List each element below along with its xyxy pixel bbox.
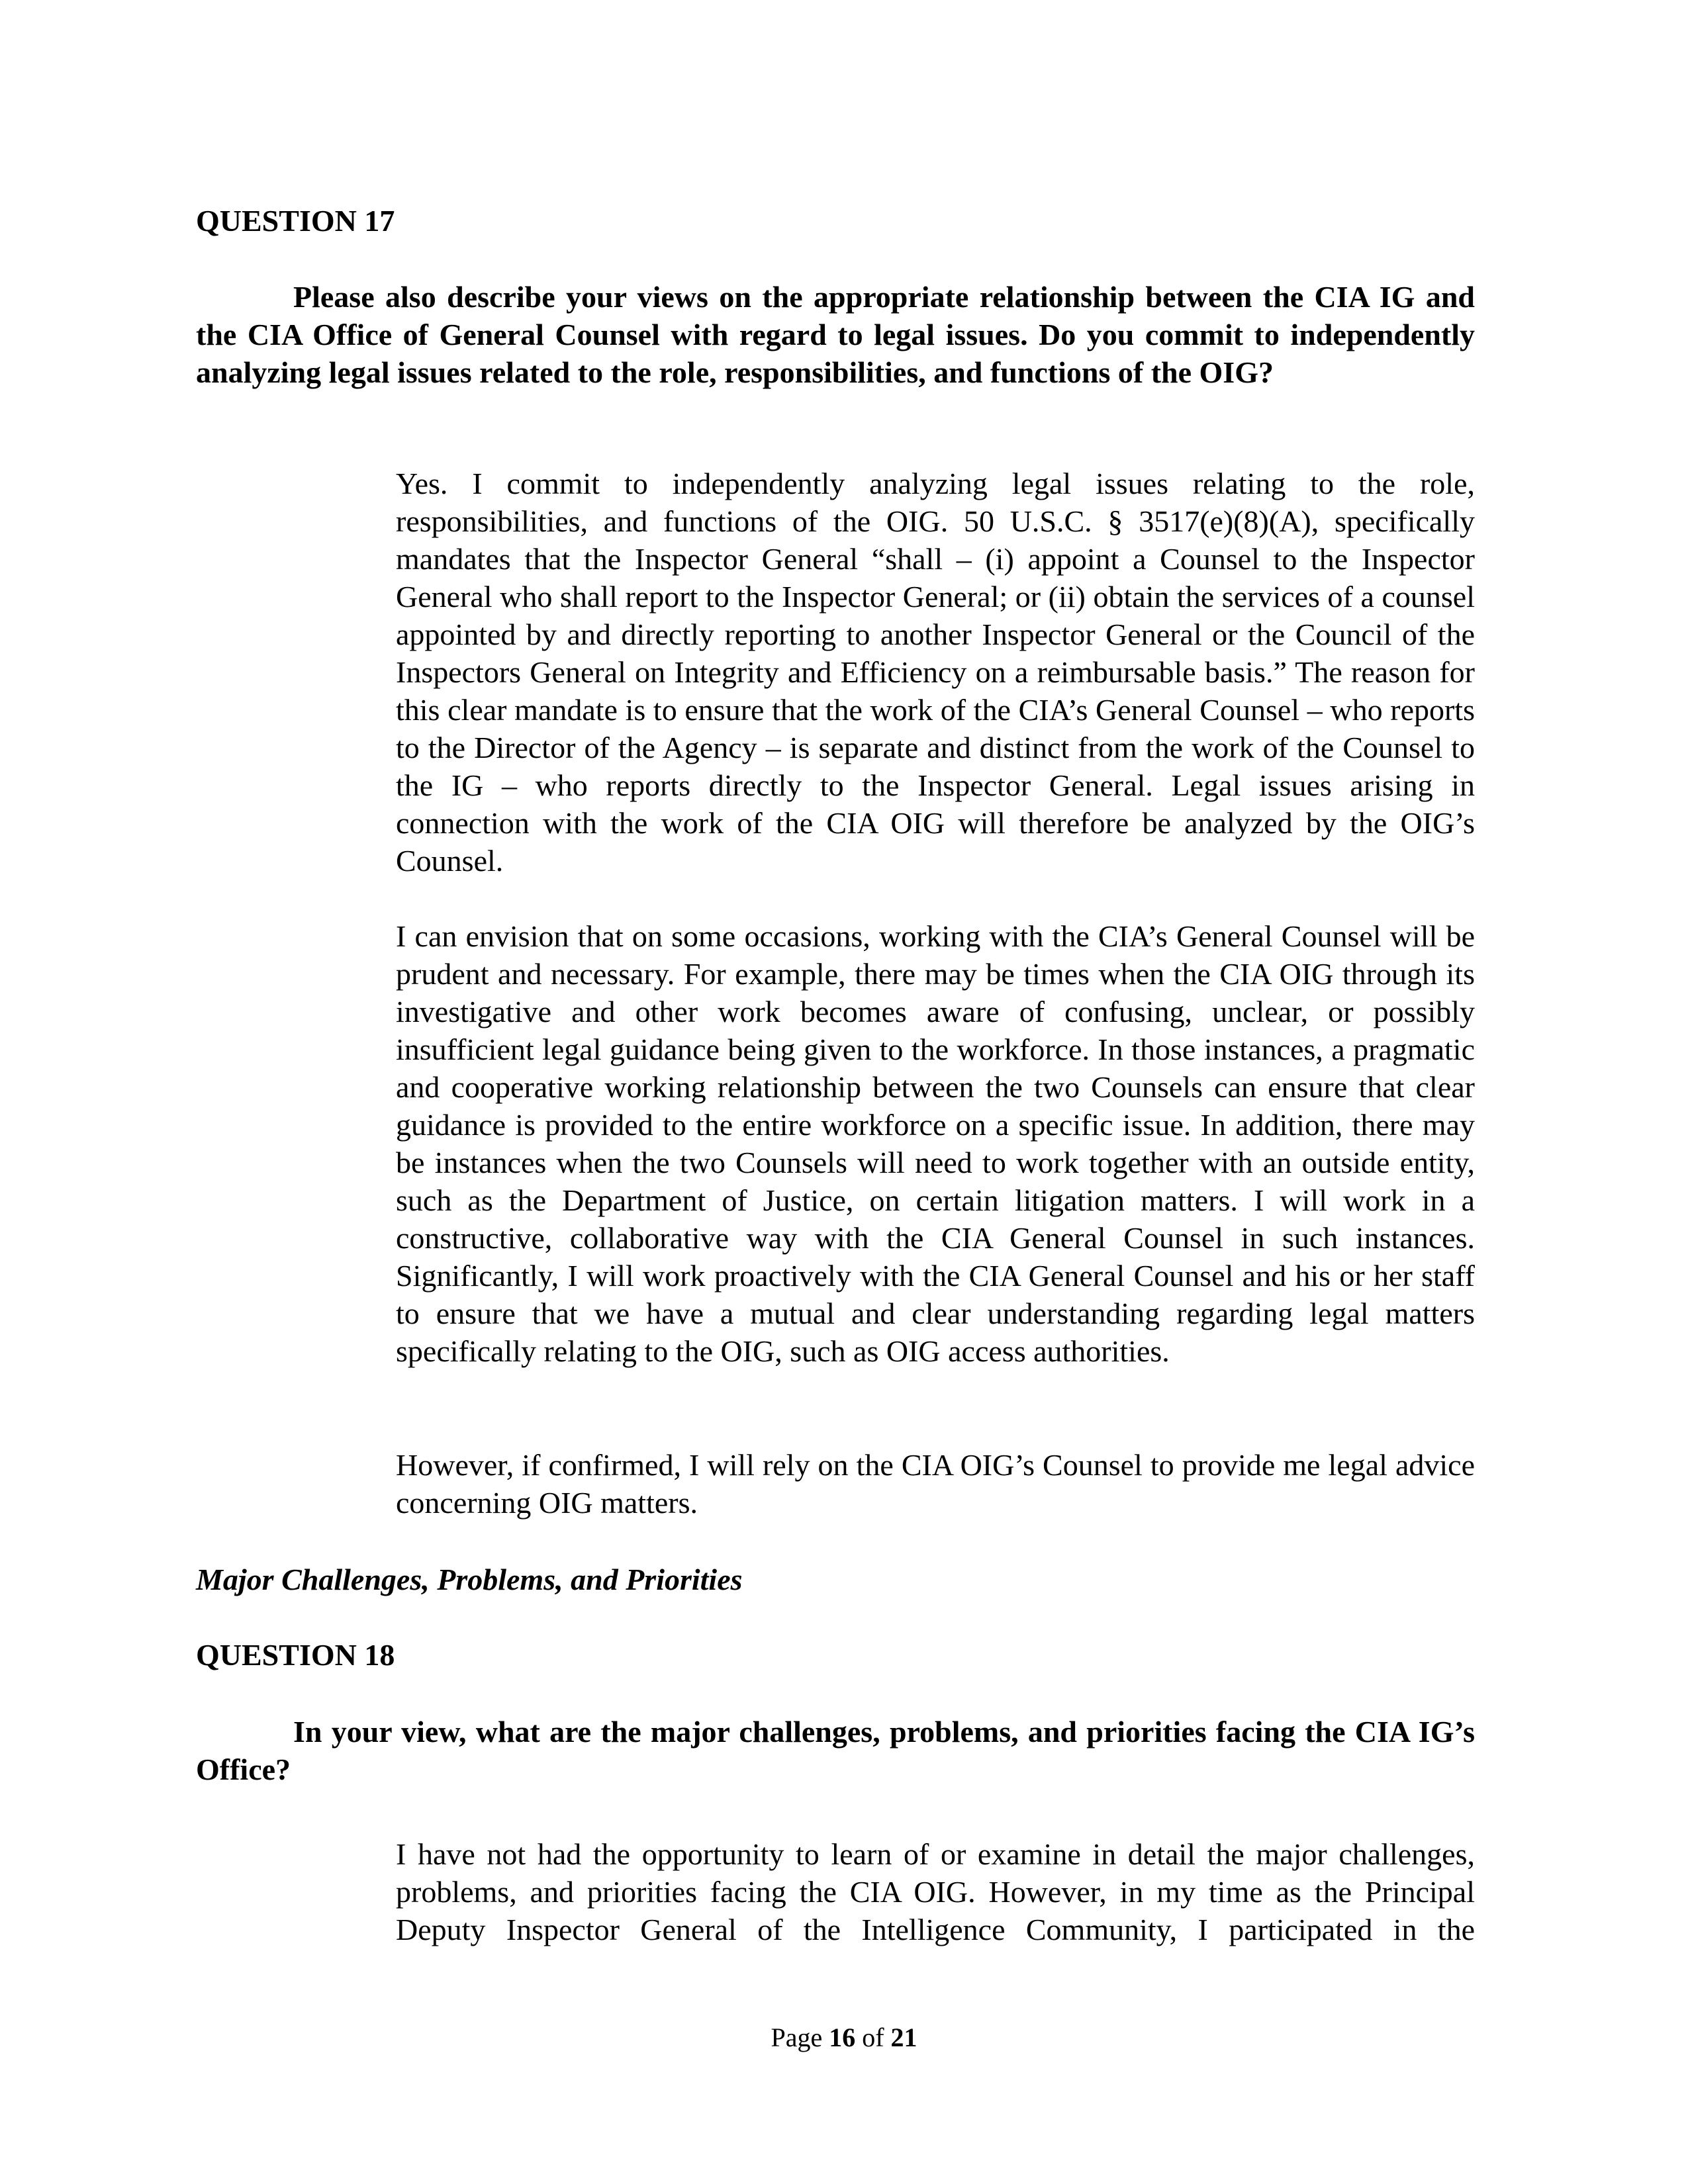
answer-paragraph: Yes. I commit to independently analyzing legal issues relating to the role, responsibilities, and functions of the OIG. 50 U.S.C. § 3517(e)(8)(A), specifically mandates that the Inspector General “shall – (i) appoint a Counsel to the Inspector General who shall report to the Inspector General; or (ii) obtain the services of a counsel appointed by and directly reporting to another Inspector General or the Council of the Inspectors General on Integrity and Efficiency on a reimbursable basis.” The reason for this clear mandate is to ensure that the work of the CIA’s General Counsel – who reports to the Director of the Agency – is separate and distinct from the work of the Counsel to the IG – who reports directly to the Inspector General. Legal issues arising in connection with the work of the CIA OIG will therefore be analyzed by the OIG’s Counsel. <box>396 467 1475 878</box>
question-18-answer <box>396 1835 1475 1948</box>
answer-paragraph: I can envision that on some occasions, working with the CIA’s General Counsel will be prudent and necessary. For example, there may be times when the CIA OIG through its investigative and other work becomes aware of confusing, unclear, or possibly insufficient legal guidance being given to the workforce. In those instances, a pragmatic and cooperative working relationship between the two Counsels can ensure that clear guidance is provided to the entire workforce on a specific issue. In addition, there may be instances when the two Counsels will need to work together with an outside entity, such as the Department of Justice, on certain litigation matters. I will work in a constructive, collaborative way with the CIA General Counsel in such instances. Significantly, I will work proactively with the CIA General Counsel and his or her staff to ensure that we have a mutual and clear understanding regarding legal matters specifically relating to the OIG, such as OIG access authorities. <box>396 919 1475 1368</box>
section-title: Major Challenges, Problems, and Priorities <box>196 1563 743 1596</box>
total-page-count: 21 <box>890 2023 917 2052</box>
answer-paragraph: I have not had the opportunity to learn of or examine in detail the major challenges, problems, and priorities facing the CIA OIG. However, in my time as the Principal Deputy Inspector General of the Intelligence Community, I participated in the <box>396 1837 1475 1946</box>
question-17-heading: QUESTION 17 <box>196 204 395 238</box>
answer-paragraph: However, if confirmed, I will rely on the CIA OIG’s Counsel to provide me legal advice concerning OIG matters. <box>396 1448 1475 1520</box>
question-17-prompt: Please also describe your views on the appropriate relationship between the CIA IG and the CIA Office of General Counsel with regard to legal issues. Do you commit to independently analyzing legal issues related to the role, responsibilities, and functions of the OIG? <box>196 280 1475 389</box>
page-label: Page <box>771 2023 823 2052</box>
question-17-answer-continued <box>396 917 1475 1370</box>
question-17-answer <box>396 465 1475 880</box>
page-footer <box>0 2022 1688 2054</box>
question-17-answer-closing <box>396 1446 1475 1522</box>
page-of-label: of <box>862 2023 884 2052</box>
question-18-heading: QUESTION 18 <box>196 1638 395 1672</box>
current-page-number: 16 <box>829 2023 856 2052</box>
question-18-prompt: In your view, what are the major challenges, problems, and priorities facing the CIA IG’s Office? <box>196 1715 1475 1786</box>
